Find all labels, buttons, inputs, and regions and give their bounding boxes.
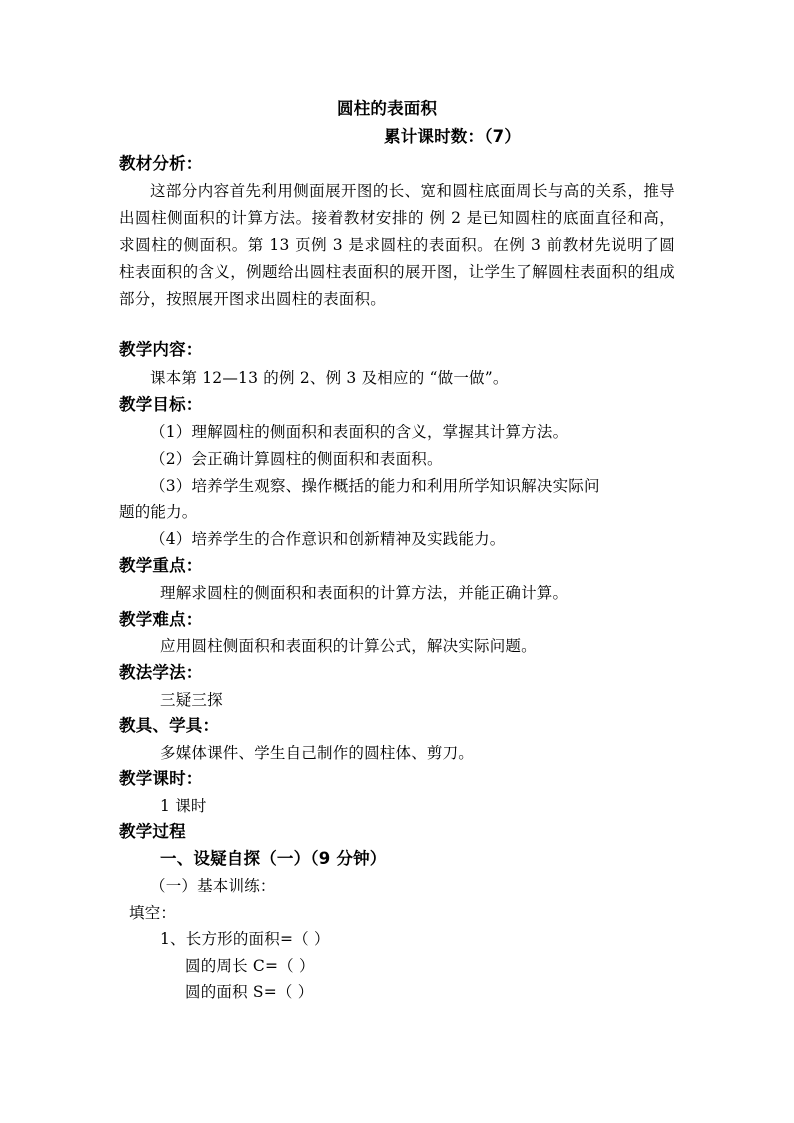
document-title: 圆柱的表面积: [337, 99, 438, 118]
step1-heading: 一、设疑自探（一）（9 分钟）: [160, 849, 387, 868]
tools-heading: 教具、学具：: [119, 716, 220, 735]
methods-heading: 教法学法：: [119, 663, 203, 682]
goal-item-3: （3）培养学生观察、操作概括的能力和利用所学知识解决实际问: [150, 477, 600, 495]
question-1-circumference: 圆的周长 C=（ ）: [185, 957, 315, 975]
lesson-count: 累计课时数：（7）: [384, 127, 522, 146]
goal-item-1: （1）理解圆柱的侧面积和表面积的含义，掌握其计算方法。: [150, 423, 569, 441]
question-1: 1、长方形的面积=（ ）: [160, 930, 330, 948]
difficulties-heading: 教学难点：: [119, 610, 203, 629]
goal-item-2: （2）会正确计算圆柱的侧面积和表面积。: [150, 450, 443, 468]
tools-text: 多媒体课件、学生自己制作的圆柱体、剪刀。: [160, 744, 475, 762]
process-heading: 教学过程: [119, 822, 186, 841]
content-heading: 教学内容：: [119, 340, 203, 359]
question-1-area: 圆的面积 S=（ ）: [185, 983, 314, 1001]
key-points-text: 理解求圆柱的侧面积和表面积的计算方法，并能正确计算。: [160, 584, 569, 602]
hours-text: 1 课时: [160, 797, 207, 815]
hours-heading: 教学课时：: [119, 769, 203, 788]
methods-text: 三疑三探: [160, 691, 223, 709]
analysis-paragraph: 这部分内容首先利用侧面展开图的长、宽和圆柱底面周长与高的关系，推导出圆柱侧面积的计算方法。接着教材安排的 例 2 是已知圆柱的底面直径和高，求圆柱的侧面积。第 13 页例 3 是求圆柱的表面积。在例 3 前教材先说明了圆柱表面积的含义，例题给出圆柱表面积的展开图，让学生了解圆柱表面积的组成部分，按照展开图求出圆柱的表面积。: [119, 182, 675, 308]
difficulties-text: 应用圆柱侧面积和表面积的计算公式，解决实际问题。: [160, 637, 537, 655]
goal-item-4: （4）培养学生的合作意识和创新精神及实践能力。: [150, 530, 506, 548]
analysis-heading: 教材分析：: [119, 154, 203, 173]
content-text: 课本第 12—13 的例 2、例 3 及相应的 “做一做”。: [150, 369, 509, 387]
basic-training: （一）基本训练：: [150, 877, 276, 895]
key-points-heading: 教学重点：: [119, 556, 203, 575]
goals-heading: 教学目标：: [119, 395, 203, 414]
goal-item-3-cont: 题的能力。: [119, 503, 198, 521]
fill-blank-label: 填空：: [129, 904, 177, 922]
